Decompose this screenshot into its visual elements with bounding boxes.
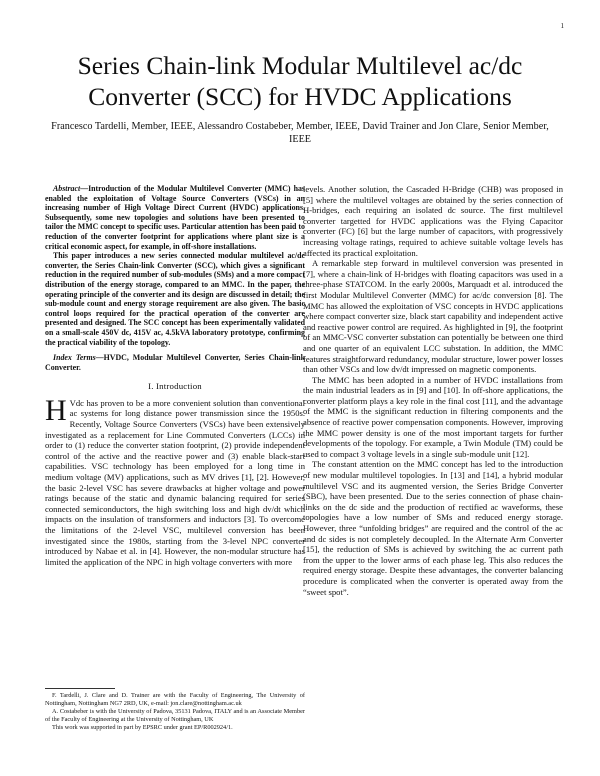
- right-paragraph-1: levels. Another solution, the Cascaded H-Bridge (CHB) was proposed in [5] where the multilevel voltages are obtained by the series connection of H-bridges, each requiring an isolated dc source. The first multilevel converter targetted for HVDC applications was the Flying Capacitor converter (FC) [6] but the large number of capacitors, with progressively increasing voltage ratings, required to achieve suitable voltage levels has affected its practical exploitation.: [303, 184, 563, 258]
- index-terms: [45, 353, 305, 372]
- drop-cap: H: [45, 393, 67, 427]
- footnote-3: This work was supported in part by EPSRC under grant EP/R002924/1.: [52, 724, 233, 731]
- intro-paragraph-1: [45, 393, 305, 568]
- footnote-2: A. Costabeber is with the University of Padova, 35131 Padova, ITALY and is an Associate Member of the Faculty of Engineering at the University of Nottingham, UK: [45, 708, 305, 723]
- left-column: [45, 184, 305, 567]
- right-paragraph-3: The MMC has been adopted in a number of HVDC installations from the main industrial leaders as in [9] and [10]. In off-shore applications, the converter platform plays a key role in the final cost [11], and the advantage of the MMC is the significant reduction in filtering components and the absence of reactive power compensation components. However, improving the MMC power density is one of the most important targets for further developments of the topology. For example, a Twin Module (TM) could be used to compact 3 voltage levels in a single sub-module unit [12].: [303, 374, 563, 459]
- right-paragraph-4: The constant attention on the MMC concept has led to the introduction of new modular multilevel topologies. In [13] and [14], a hybrid modular multilevel VSC and its augmented version, the Series Bridge Converter (SBC), have been presented. Due to the series connection of phase chain-links on the dc side and the production of rectified ac waveforms, these topologies have a low number of SMs and reduced energy storage. However, three “unfolding bridges” are required and the control of the ac and dc sides is not completely decoupled. In the Alternate Arm Converter [15], the reduction of SMs is achieved by switching the ac current path from the upper to the lower arms of each phase leg. This also reduces the required energy storage. Despite these advantages, the converter balancing procedure is complicated when the converter is operated away from the “sweet spot”.: [303, 459, 563, 597]
- abstract-text-1: —Introduction of the Modular Multilevel Converter (MMC) has enabled the exploitation of Voltage Source Converters (VSCs) in an increasing number of High Voltage Direct Current (HVDC) applications. Subsequently, some new topologies and solutions have been presented to tailor the MMC concept to specific uses. Particular attention has been paid to reduction of the converter footprint for applications where plant size is a critical economic aspect, for example, in off-shore installations.: [45, 184, 305, 251]
- paper-title: Series Chain-link Modular Multilevel ac/dc Converter (SCC) for HVDC Applications: [77, 51, 523, 111]
- author-line: Francesco Tardelli, Member, IEEE, Alessandro Costabeber, Member, IEEE, David Trainer and Jon Clare, Senior Member, IEEE: [51, 121, 549, 145]
- footnote-rule: [45, 688, 115, 689]
- right-paragraph-2: A remarkable step forward in multilevel conversion was presented in [7], where a chain-link of H-bridges with floating capacitors was used in a three-phase STATCOM. In the early 2000s, Marquadt et al. introduced the first Modular Multilevel Converter (MMC) for ac/dc conversion [8]. The MMC has allowed the exploitation of VSC concepts in HVDC applications where compact converter size, black start capability and independent active and reactive power control are required. As highlighted in [9], the footprint of an MMC-VSC converter substation can potentially be between one third and one quarter of an equivalent LCC substation. In addition, the MMC features straightforward redundancy, modular structure, lower power losses than other VSCs and low dv/dt impressed on magnetic components.: [303, 258, 563, 375]
- page-number: 1: [560, 22, 564, 30]
- right-column: [303, 184, 563, 597]
- abstract-paragraph-2: This paper introduces a new series connected modular multilevel ac/dc converter, the Series Chain-link Converter (SCC), which gives a significant reduction in the required number of sub-modules (SMs) and a more compact distribution of the energy storage, compared to an MMC. In the paper, the operating principle of the converter and its design are discussed in detail; the sub-module count and energy storage requirement are also given. The basic control loops required for the practical operation of the converter are presented and designed. The SCC concept has been experimentally validated on a small-scale 450V dc, 415V ac, 4.5kVA laboratory prototype, confirming the practical viability of the topology.: [45, 251, 305, 347]
- section-heading-introduction: I. Introduction: [148, 381, 202, 392]
- index-terms-text: —HVDC, Modular Multilevel Converter, Series Chain-link Converter.: [45, 353, 306, 372]
- abstract-paragraph-1: [45, 184, 305, 251]
- footnote-1: F. Tardelli, J. Clare and D. Trainer are with the Faculty of Engineering, The University of Nottingham, Nottingham NG7 2RD, UK, e-mail: jon.clare@nottingham.ac.uk: [45, 692, 305, 707]
- index-terms-lead: Index Terms: [53, 353, 96, 363]
- footnotes: [45, 688, 305, 732]
- intro-text-1: Vdc has proven to be a more convenient solution than conventional ac systems for long distance power transmission since the 1950s. Recently, Voltage Source Converters (VSCs) have been extensively investigated as a replacement for Line Commuted Converters (LCCs) in order to (1) reduce the converter station footprint, (2) provide independent control of the active and the reactive power and (3) enable black-start capabilities. VSC technology has been employed for a long time in medium voltage (MV) applications, such as MV drives [1], [2]. However, the basic 2-level VSC has severe drawbacks at higher voltage and power ratings because of the static and dynamic balancing required for series connected semiconductors, the high switching loss and high dv/dt which impacts on the insulation of transformers and inductors [3]. To overcome the limitations of the 2-level VSC, multilevel conversion has been investigated since the 1980s, starting from the 3-level NPC converter introduced by Nabae et al. in [4]. However, the non-modular structure has limited the application of the NPC in high voltage converters with more: [45, 397, 305, 567]
- abstract-lead: Abstract: [53, 184, 81, 193]
